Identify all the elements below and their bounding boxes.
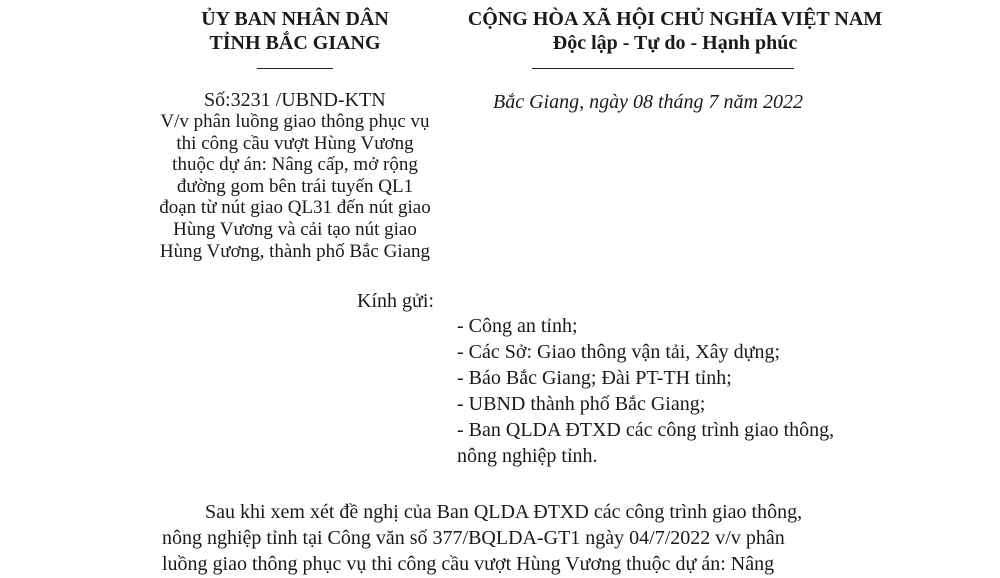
agency-line-2: TỈNH BẮC GIANG	[209, 32, 381, 54]
subject-line: đường gom bên trái tuyến QL1	[176, 175, 414, 197]
subject-line: Hùng Vương, thành phố Bắc Giang	[159, 240, 431, 262]
recipient-item: - Các Sở: Giao thông vận tải, Xây dựng;	[457, 341, 781, 363]
recipient-item: nông nghiệp tỉnh.	[457, 445, 598, 467]
recipients-list	[457, 314, 834, 470]
subject-line: Hùng Vương và cải tạo nút giao	[173, 218, 417, 240]
agency-underline	[257, 68, 333, 69]
body-line: Sau khi xem xét đề nghị của Ban QLDA ĐTXD các công trình giao thông,	[205, 501, 803, 523]
subject-line: thuộc dự án: Nâng cấp, mở rộng	[172, 154, 418, 176]
document-subject	[140, 111, 450, 262]
subject-line: đoạn từ nút giao QL31 đến nút giao	[159, 197, 431, 219]
motto-underline	[532, 68, 794, 69]
subject-line: thi công cầu vượt Hùng Vương	[176, 132, 414, 154]
document-number: Số:3231 /UBND-KTN	[204, 89, 386, 111]
agency-line-1: ỦY BAN NHÂN DÂN	[201, 8, 389, 30]
country-title: CỘNG HÒA XÃ HỘI CHỦ NGHĨA VIỆT NAM	[467, 8, 883, 30]
recipient-item: - Ban QLDA ĐTXD các công trình giao thông,	[457, 419, 835, 441]
body-text	[162, 500, 862, 578]
subject-line: V/v phân luồng giao thông phục vụ	[160, 111, 430, 132]
place-and-date: Bắc Giang, ngày 08 tháng 7 năm 2022	[493, 91, 803, 113]
national-motto: Độc lập - Tự do - Hạnh phúc	[552, 32, 798, 54]
recipient-item: - Báo Bắc Giang; Đài PT-TH tỉnh;	[457, 367, 732, 389]
recipients-label: Kính gửi:	[357, 290, 434, 312]
agency-name	[180, 7, 410, 55]
recipient-item: - UBND thành phố Bắc Giang;	[457, 393, 706, 415]
recipient-item: - Công an tỉnh;	[457, 315, 578, 337]
body-line: luồng giao thông phục vụ thi công cầu vượt Hùng Vương thuộc dự án: Nâng	[162, 553, 775, 575]
body-line: nông nghiệp tỉnh tại Công văn số 377/BQLDA-GT1 ngày 04/7/2022 v/v phân	[162, 527, 785, 549]
